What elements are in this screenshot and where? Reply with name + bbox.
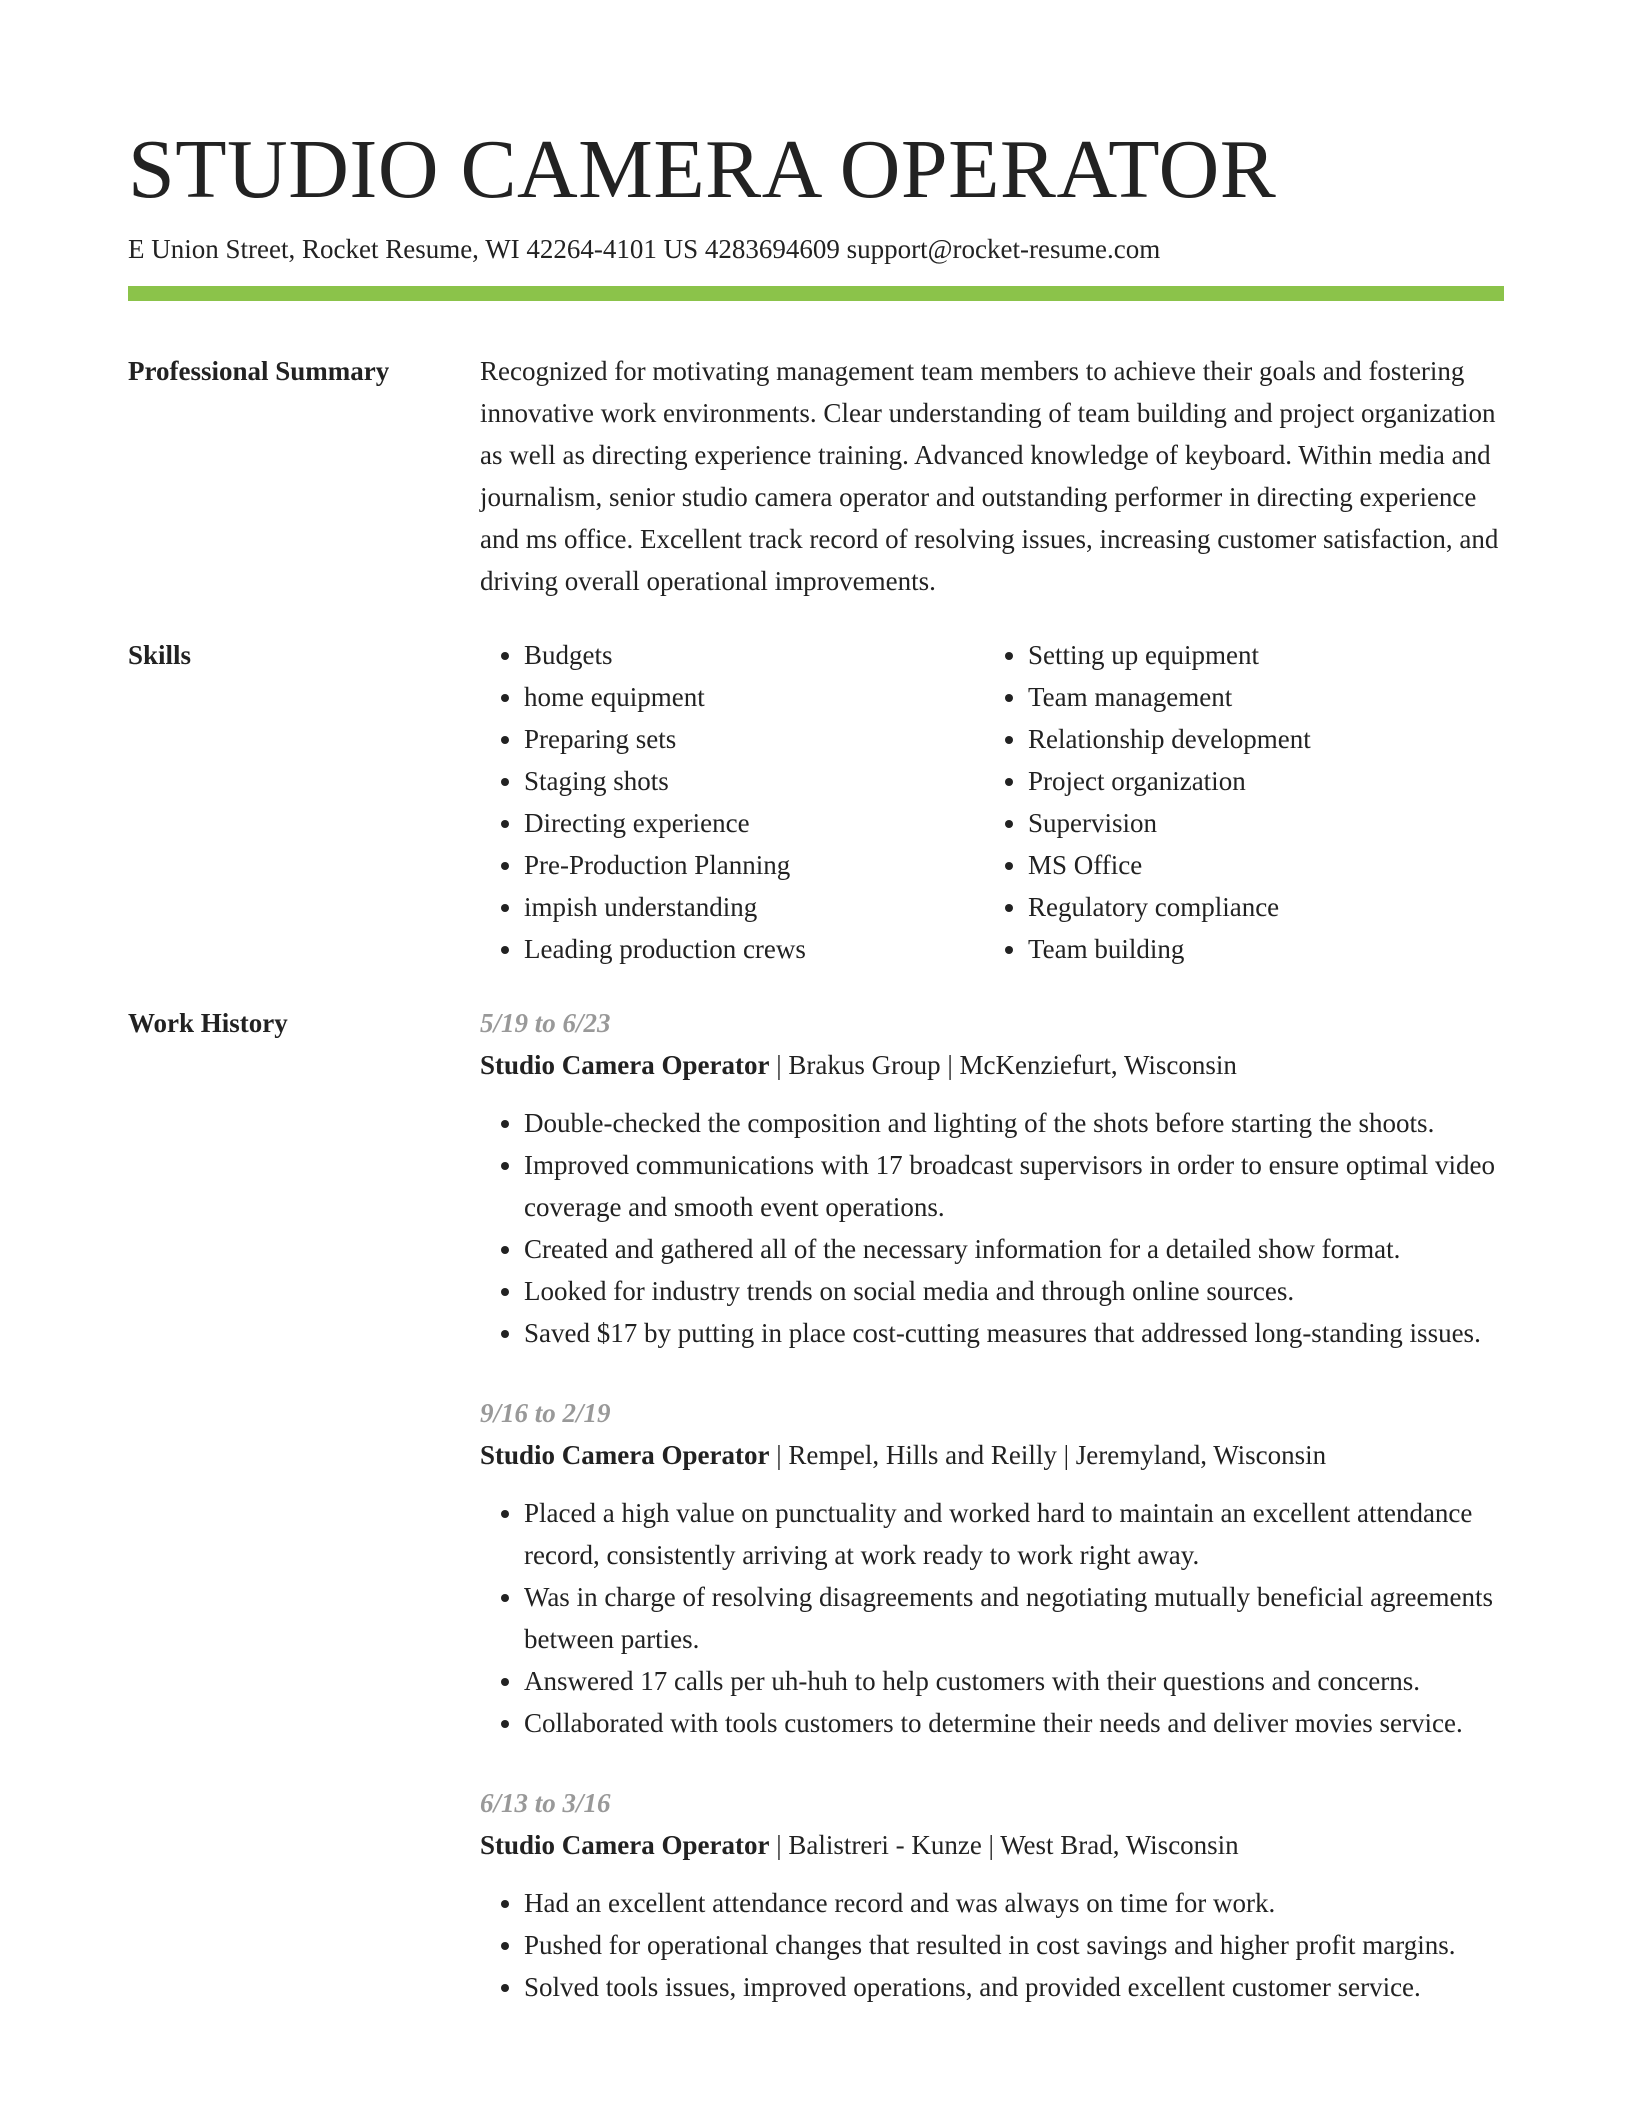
work-history-body: [480, 1002, 1504, 2046]
job-dates: 5/19 to 6/23: [480, 1008, 611, 1038]
job-bullet: • Had an excellent attendance record and was always on time for work.: [524, 1882, 1504, 1924]
skill-item: • Team management: [1028, 676, 1488, 718]
job-bullets: [480, 1102, 1504, 1354]
skill-item: • Team building: [1028, 928, 1488, 970]
skill-item: • Supervision: [1028, 802, 1488, 844]
skill-item: • Relationship development: [1028, 718, 1488, 760]
job-bullet: • Double-checked the composition and lighting of the shots before starting the shoots.: [524, 1102, 1504, 1144]
job-bullets: [480, 1492, 1504, 1744]
job-heading: [480, 1824, 1504, 1866]
skills-list-left: [480, 634, 984, 970]
job-bullet: • Collaborated with tools customers to determine their needs and deliver movies service.: [524, 1702, 1504, 1744]
job-bullet: • Saved $17 by putting in place cost-cutting measures that addressed long-standing issues.: [524, 1312, 1504, 1354]
summary-section-title: Professional Summary: [128, 356, 390, 386]
skill-item: • Preparing sets: [524, 718, 984, 760]
job-bullet: • Was in charge of resolving disagreements and negotiating mutually beneficial agreements between parties.: [524, 1576, 1504, 1660]
job-bullet: • Created and gathered all of the necessary information for a detailed show format.: [524, 1228, 1504, 1270]
job-title: Studio Camera Operator: [480, 1050, 770, 1080]
job-details: | Balistreri - Kunze | West Brad, Wisconsin: [769, 1830, 1239, 1860]
job-entry: [480, 1782, 1504, 2008]
skill-item: • home equipment: [524, 676, 984, 718]
summary-text: Recognized for motivating management team members to achieve their goals and fostering innovative work environments. Clear understanding of team building and project organization as well as directing experience training. Advanced knowledge of keyboard. Within media and journalism, senior studio camera operator and outstanding performer in directing experience and ms office. Excellent track record of resolving issues, increasing customer satisfaction, and driving overall operational improvements.: [480, 356, 1499, 596]
job-bullet: • Answered 17 calls per uh-huh to help customers with their questions and concerns.: [524, 1660, 1504, 1702]
skill-item: • Directing experience: [524, 802, 984, 844]
job-bullets: [480, 1882, 1504, 2008]
skill-item: • Budgets: [524, 634, 984, 676]
skill-item: • Staging shots: [524, 760, 984, 802]
skill-item: • Leading production crews: [524, 928, 984, 970]
job-title: Studio Camera Operator: [480, 1440, 770, 1470]
skill-item: • impish understanding: [524, 886, 984, 928]
job-bullet: • Solved tools issues, improved operations, and provided excellent customer service.: [524, 1966, 1504, 2008]
skill-item: • Project organization: [1028, 760, 1488, 802]
job-details: | Brakus Group | McKenziefurt, Wisconsin: [769, 1050, 1237, 1080]
job-bullet: • Improved communications with 17 broadcast supervisors in order to ensure optimal video coverage and smooth event operations.: [524, 1144, 1504, 1228]
resume-name-heading: STUDIO CAMERA OPERATOR: [128, 123, 1277, 216]
accent-divider: [128, 286, 1504, 301]
job-bullet: • Pushed for operational changes that resulted in cost savings and higher profit margins.: [524, 1924, 1504, 1966]
contact-line: E Union Street, Rocket Resume, WI 42264-4101 US 4283694609 support@rocket-resume.com: [128, 234, 1161, 264]
skills-section-title: Skills: [128, 640, 192, 670]
skill-item: • Regulatory compliance: [1028, 886, 1488, 928]
summary-body: [480, 350, 1504, 602]
job-entry: [480, 1392, 1504, 1744]
skill-item: • Pre-Production Planning: [524, 844, 984, 886]
job-heading: [480, 1044, 1504, 1086]
skills-body: [480, 634, 1504, 970]
job-dates: 9/16 to 2/19: [480, 1398, 611, 1428]
skills-list-right: [984, 634, 1488, 970]
skill-item: • MS Office: [1028, 844, 1488, 886]
job-bullet: • Placed a high value on punctuality and worked hard to maintain an excellent attendance record, consistently arriving at work ready to work right away.: [524, 1492, 1504, 1576]
job-dates: 6/13 to 3/16: [480, 1788, 611, 1818]
job-bullet: • Looked for industry trends on social media and through online sources.: [524, 1270, 1504, 1312]
job-heading: [480, 1434, 1504, 1476]
job-details: | Rempel, Hills and Reilly | Jeremyland, Wisconsin: [769, 1440, 1327, 1470]
work-history-section-title: Work History: [128, 1008, 288, 1038]
job-title: Studio Camera Operator: [480, 1830, 770, 1860]
job-entry: [480, 1002, 1504, 1354]
skill-item: • Setting up equipment: [1028, 634, 1488, 676]
